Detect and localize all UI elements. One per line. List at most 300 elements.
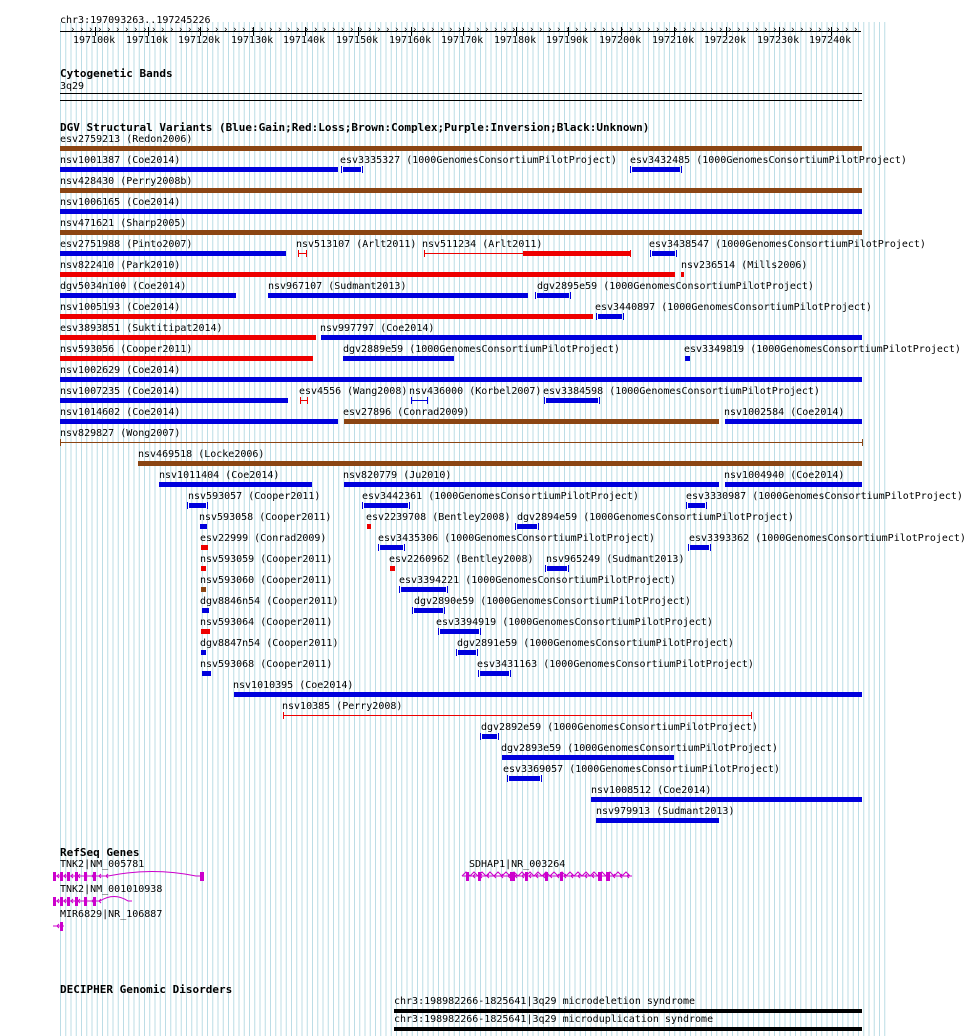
ruler-tick-label: 197130k (231, 35, 274, 46)
refseq-exon (93, 897, 96, 906)
ruler-direction-mark: › (160, 25, 166, 35)
dgv-variant-end-tick (599, 397, 600, 404)
dgv-variant-bar[interactable] (632, 167, 680, 172)
dgv-variant-bar[interactable] (344, 482, 719, 487)
dgv-variant-bar[interactable] (60, 230, 862, 235)
dgv-variant-end-tick (477, 649, 478, 656)
ruler-direction-mark: › (124, 25, 130, 35)
ruler-direction-mark: › (115, 25, 121, 35)
dgv-variant-label[interactable]: dgv2893e59 (1000GenomesConsortiumPilotProject) (501, 743, 778, 754)
dgv-variant-bar[interactable] (598, 314, 622, 319)
ruler-direction-mark: › (97, 25, 103, 35)
dgv-variant-label[interactable]: esv3431163 (1000GenomesConsortiumPilotProject) (477, 659, 754, 670)
dgv-variant-bar[interactable] (201, 566, 206, 571)
refseq-exon (60, 897, 63, 906)
ruler-direction-mark: › (277, 25, 283, 35)
dgv-variant-label[interactable]: nsv593058 (Cooper2011) (199, 512, 332, 523)
dgv-variant-end-tick (307, 397, 308, 404)
ruler-direction-mark: › (754, 25, 760, 35)
dgv-variant-bar[interactable] (414, 608, 443, 613)
ruler-direction-mark: › (835, 25, 841, 35)
dgv-variant-bar[interactable] (390, 566, 395, 571)
ruler-direction-mark: › (619, 25, 625, 35)
dgv-variant-end-tick (686, 502, 687, 509)
ruler-direction-mark: › (781, 25, 787, 35)
dgv-variant-label[interactable]: esv3384598 (1000GenomesConsortiumPilotProject) (543, 386, 820, 397)
refseq-gene-model[interactable] (0, 918, 890, 938)
ruler-tick-label: 197230k (757, 35, 800, 46)
dgv-variant-end-tick (480, 733, 481, 740)
dgv-variant-bar[interactable] (60, 188, 862, 193)
ruler-direction-mark: › (574, 25, 580, 35)
ruler-direction-mark: › (385, 25, 391, 35)
ruler-direction-mark: › (682, 25, 688, 35)
dgv-variant-label[interactable]: nsv436000 (Korbel2007) (409, 386, 542, 397)
dgv-variant-bar[interactable] (60, 314, 593, 319)
dgv-variant-bar[interactable] (681, 272, 684, 277)
ruler-direction-mark: › (592, 25, 598, 35)
cytoband-line-bottom (60, 100, 862, 101)
dgv-variant-label[interactable]: nsv822410 (Park2010) (60, 260, 181, 271)
dgv-variant-end-tick (623, 313, 624, 320)
dgv-variant-bar[interactable] (685, 356, 690, 361)
dgv-variant-end-tick (596, 313, 597, 320)
refseq-gene-label[interactable]: TNK2|NM_001010938 (60, 884, 163, 895)
dgv-variant-bar[interactable] (380, 545, 403, 550)
ruler-direction-mark: › (772, 25, 778, 35)
dgv-variant-line[interactable] (60, 442, 862, 443)
dgv-variant-bar[interactable] (60, 335, 316, 340)
ruler-direction-mark: › (502, 25, 508, 35)
ruler-tick-label: 197110k (126, 35, 169, 46)
refseq-exon (84, 897, 87, 906)
dgv-variant-label[interactable]: nsv1002629 (Coe2014) (60, 365, 181, 376)
ruler-direction-mark: › (529, 25, 535, 35)
dgv-variant-end-tick (681, 166, 682, 173)
decipher-entry-label[interactable]: chr3:198982266-1825641|3q29 microduplication syndrome (394, 1014, 714, 1025)
dgv-variant-bar[interactable] (367, 524, 371, 529)
dgv-variant-label[interactable]: nsv1007235 (Coe2014) (60, 386, 181, 397)
dgv-variant-bar[interactable] (690, 545, 709, 550)
refseq-track-title[interactable]: RefSeq Genes (60, 846, 140, 859)
dgv-variant-label[interactable]: esv2239708 (Bentley2008) (366, 512, 511, 523)
dgv-variant-label[interactable]: esv3394221 (1000GenomesConsortiumPilotProject) (399, 575, 676, 586)
decipher-entry-label[interactable]: chr3:198982266-1825641|3q29 microdeletion syndrome (394, 996, 696, 1007)
dgv-variant-bar[interactable] (60, 251, 286, 256)
dgv-variant-label[interactable]: nsv979913 (Sudmant2013) (596, 806, 735, 817)
dgv-variant-label[interactable]: esv22999 (Conrad2009) (200, 533, 327, 544)
dgv-variant-bar[interactable] (482, 734, 497, 739)
ruler-direction-mark: › (376, 25, 382, 35)
dgv-variant-bar[interactable] (159, 482, 312, 487)
dgv-variant-end-tick (283, 712, 284, 719)
dgv-variant-label[interactable]: dgv2892e59 (1000GenomesConsortiumPilotProject) (481, 722, 758, 733)
cytoband-track-title[interactable]: Cytogenetic Bands (60, 67, 173, 80)
dgv-variant-end-tick (630, 250, 631, 257)
dgv-variant-label[interactable]: esv2751988 (Pinto2007) (60, 239, 193, 250)
dgv-variant-label[interactable]: nsv1005193 (Coe2014) (60, 302, 181, 313)
dgv-variant-label[interactable]: nsv593057 (Cooper2011) (188, 491, 321, 502)
dgv-variant-bar[interactable] (343, 356, 454, 361)
dgv-variant-bar[interactable] (523, 251, 630, 256)
ruler-direction-mark: › (628, 25, 634, 35)
ruler-direction-mark: › (205, 25, 211, 35)
ruler-direction-mark: › (610, 25, 616, 35)
ruler-direction-mark: › (511, 25, 517, 35)
dgv-variant-label[interactable]: nsv471621 (Sharp2005) (60, 218, 187, 229)
dgv-variant-label[interactable]: dgv2889e59 (1000GenomesConsortiumPilotProject) (343, 344, 620, 355)
dgv-variant-label[interactable]: nsv1001387 (Coe2014) (60, 155, 181, 166)
ruler-direction-mark: › (250, 25, 256, 35)
decipher-entry-bar[interactable] (394, 1009, 862, 1013)
dgv-variant-bar[interactable] (725, 482, 862, 487)
dgv-variant-bar[interactable] (60, 398, 288, 403)
refseq-exon (545, 872, 548, 881)
dgv-variant-label[interactable]: esv3335327 (1000GenomesConsortiumPilotProject) (340, 155, 617, 166)
ruler-direction-mark: › (817, 25, 823, 35)
ruler-position: chr3:197093263..197245226 (60, 15, 211, 26)
ruler-direction-mark: › (790, 25, 796, 35)
dgv-variant-label[interactable]: nsv829827 (Wong2007) (60, 428, 181, 439)
dgv-variant-label[interactable]: nsv428430 (Perry2008b) (60, 176, 193, 187)
ruler-direction-mark: › (673, 25, 679, 35)
dgv-variant-bar[interactable] (60, 419, 338, 424)
dgv-variant-end-tick (568, 565, 569, 572)
dgv-variant-end-tick (535, 292, 536, 299)
dgv-variant-label[interactable]: nsv593056 (Cooper2011) (60, 344, 193, 355)
ruler-direction-mark: › (556, 25, 562, 35)
dgv-variant-end-tick (447, 586, 448, 593)
dgv-variant-label[interactable]: nsv997797 (Coe2014) (320, 323, 435, 334)
refseq-exon (510, 872, 515, 881)
ruler-tick-label: 197190k (546, 35, 589, 46)
dgv-variant-end-tick (444, 607, 445, 614)
dgv-variant-end-tick (498, 733, 499, 740)
dgv-variant-label[interactable]: nsv1008512 (Coe2014) (591, 785, 712, 796)
ruler-direction-mark: › (367, 25, 373, 35)
ruler-direction-mark: › (313, 25, 319, 35)
dgv-variant-end-tick (515, 523, 516, 530)
dgv-variant-bar[interactable] (202, 671, 211, 676)
ruler-direction-mark: › (718, 25, 724, 35)
dgv-variant-label[interactable]: esv3393362 (1000GenomesConsortiumPilotProject) (689, 533, 966, 544)
ruler-direction-mark: › (268, 25, 274, 35)
dgv-variant-bar[interactable] (201, 545, 208, 550)
dgv-variant-end-tick (412, 607, 413, 614)
refseq-exon (606, 872, 610, 881)
dgv-variant-label[interactable]: esv3369057 (1000GenomesConsortiumPilotProject) (503, 764, 780, 775)
ruler-tick-label: 197150k (336, 35, 379, 46)
cytoband-line-top (60, 93, 862, 94)
dgv-variant-bar[interactable] (546, 398, 598, 403)
ruler-direction-mark: › (304, 25, 310, 35)
dgv-variant-label[interactable]: dgv2891e59 (1000GenomesConsortiumPilotProject) (457, 638, 734, 649)
dgv-variant-bar[interactable] (591, 797, 862, 802)
dgv-variant-bar[interactable] (234, 692, 862, 697)
dgv-variant-end-tick (706, 502, 707, 509)
ruler-direction-mark: › (142, 25, 148, 35)
ruler-direction-mark: › (484, 25, 490, 35)
dgv-variant-label[interactable]: esv3438547 (1000GenomesConsortiumPilotProject) (649, 239, 926, 250)
dgv-variant-end-tick (570, 292, 571, 299)
dgv-variant-end-tick (409, 502, 410, 509)
dgv-variant-end-tick (751, 712, 752, 719)
refseq-exon (53, 897, 56, 906)
dgv-variant-label[interactable]: nsv469518 (Locke2006) (138, 449, 265, 460)
ruler-direction-mark: › (394, 25, 400, 35)
dgv-variant-end-tick (510, 670, 511, 677)
ruler-direction-mark: › (412, 25, 418, 35)
ruler-direction-mark: › (583, 25, 589, 35)
dgv-variant-bar[interactable] (537, 293, 569, 298)
dgv-variant-end-tick (630, 166, 631, 173)
cytoband-label: 3q29 (60, 81, 85, 92)
ruler-direction-mark: › (178, 25, 184, 35)
dgv-variant-label[interactable]: dgv2895e59 (1000GenomesConsortiumPilotProject) (537, 281, 814, 292)
dgv-variant-label[interactable]: nsv1006165 (Coe2014) (60, 197, 181, 208)
ruler-direction-mark: › (151, 25, 157, 35)
refseq-exon (60, 922, 63, 931)
dgv-variant-end-tick (710, 544, 711, 551)
dgv-variant-end-tick (399, 586, 400, 593)
dgv-variant-bar[interactable] (60, 167, 338, 172)
dgv-variant-bar[interactable] (201, 629, 210, 634)
dgv-variant-bar[interactable] (60, 377, 862, 382)
dgv-variant-label[interactable]: nsv1010395 (Coe2014) (233, 680, 354, 691)
ruler-direction-mark: › (187, 25, 193, 35)
ruler-tick-label: 197120k (178, 35, 221, 46)
dgv-variant-bar[interactable] (364, 503, 408, 508)
ruler-direction-mark: › (430, 25, 436, 35)
dgv-variant-label[interactable]: nsv236514 (Mills2006) (681, 260, 808, 271)
ruler-tick-label: 197210k (652, 35, 695, 46)
refseq-exon (466, 872, 469, 881)
dgv-variant-label[interactable]: esv3435306 (1000GenomesConsortiumPilotProject) (378, 533, 655, 544)
ruler-direction-mark: › (826, 25, 832, 35)
dgv-variant-end-tick (187, 502, 188, 509)
dgv-variant-bar[interactable] (200, 524, 207, 529)
ruler-direction-mark: › (259, 25, 265, 35)
refseq-gene-label[interactable]: TNK2|NM_005781 (60, 859, 145, 870)
ruler-direction-mark: › (844, 25, 850, 35)
dgv-variant-bar[interactable] (688, 503, 705, 508)
dgv-variant-label[interactable]: nsv593068 (Cooper2011) (200, 659, 333, 670)
dgv-variant-bar[interactable] (321, 335, 862, 340)
ruler-direction-mark: › (799, 25, 805, 35)
dgv-variant-end-tick (411, 397, 412, 404)
dgv-variant-line[interactable] (283, 715, 751, 716)
dgv-variant-bar[interactable] (60, 209, 862, 214)
dgv-variant-label[interactable]: nsv513107 (Arlt2011) (296, 239, 417, 250)
ruler-direction-mark: › (565, 25, 571, 35)
ruler-direction-mark: › (88, 25, 94, 35)
dgv-variant-end-tick (478, 670, 479, 677)
dgv-variant-end-tick (544, 397, 545, 404)
ruler-direction-mark: › (520, 25, 526, 35)
ruler-tick-label: 197170k (441, 35, 484, 46)
ruler-direction-mark: › (493, 25, 499, 35)
ruler-direction-mark: › (286, 25, 292, 35)
dgv-variant-bar[interactable] (189, 503, 206, 508)
dgv-variant-label[interactable]: esv3394919 (1000GenomesConsortiumPilotProject) (436, 617, 713, 628)
dgv-variant-end-tick (341, 166, 342, 173)
ruler-direction-mark: › (223, 25, 229, 35)
refseq-exon (75, 897, 78, 906)
ruler-tick-label: 197240k (809, 35, 852, 46)
dgv-variant-bar[interactable] (344, 419, 719, 424)
dgv-variant-label[interactable]: dgv5034n100 (Coe2014) (60, 281, 187, 292)
dgv-variant-label[interactable]: esv3349819 (1000GenomesConsortiumPilotProject) (684, 344, 961, 355)
dgv-variant-bar[interactable] (60, 356, 313, 361)
ruler-direction-mark: › (736, 25, 742, 35)
dgv-variant-end-tick (480, 628, 481, 635)
ruler-direction-mark: › (601, 25, 607, 35)
dgv-variant-label[interactable]: nsv967107 (Sudmant2013) (268, 281, 407, 292)
dgv-variant-end-tick (438, 628, 439, 635)
dgv-variant-end-tick (541, 775, 542, 782)
dgv-variant-bar[interactable] (268, 293, 528, 298)
decipher-track-title[interactable]: DECIPHER Genomic Disorders (60, 983, 233, 996)
dgv-variant-label[interactable]: esv3442361 (1000GenomesConsortiumPilotProject) (362, 491, 639, 502)
dgv-variant-bar[interactable] (480, 671, 509, 676)
dgv-variant-end-tick (362, 502, 363, 509)
ruler-direction-mark: › (331, 25, 337, 35)
dgv-variant-label[interactable]: nsv1004940 (Coe2014) (724, 470, 845, 481)
dgv-variant-line[interactable] (298, 253, 306, 254)
dgv-variant-label[interactable]: esv3440897 (1000GenomesConsortiumPilotProject) (595, 302, 872, 313)
ruler-tick-label: 197100k (73, 35, 116, 46)
dgv-variant-end-tick (545, 565, 546, 572)
dgv-variant-label[interactable]: dgv2894e59 (1000GenomesConsortiumPilotProject) (517, 512, 794, 523)
ruler-direction-mark: › (727, 25, 733, 35)
ruler-direction-mark: › (295, 25, 301, 35)
dgv-variant-end-tick (378, 544, 379, 551)
refseq-gene-label[interactable]: MIR6829|NR_106887 (60, 909, 163, 920)
dgv-variant-bar[interactable] (401, 587, 446, 592)
dgv-variant-label[interactable]: nsv1002584 (Coe2014) (724, 407, 845, 418)
dgv-variant-bar[interactable] (138, 461, 862, 466)
ruler-direction-mark: › (466, 25, 472, 35)
dgv-variant-bar[interactable] (547, 566, 567, 571)
ruler-direction-mark: › (439, 25, 445, 35)
dgv-variant-label[interactable]: esv3330987 (1000GenomesConsortiumPilotProject) (686, 491, 963, 502)
ruler-direction-mark: › (340, 25, 346, 35)
dgv-variant-label[interactable]: nsv1011404 (Coe2014) (159, 470, 280, 481)
dgv-variant-label[interactable]: esv27896 (Conrad2009) (343, 407, 470, 418)
dgv-variant-label[interactable]: nsv593059 (Cooper2011) (200, 554, 333, 565)
ruler-tick-label: 197140k (283, 35, 326, 46)
dgv-variant-label[interactable]: dgv8847n54 (Cooper2011) (200, 638, 339, 649)
dgv-variant-bar[interactable] (60, 146, 862, 151)
dgv-variant-bar[interactable] (201, 650, 206, 655)
ruler-direction-mark: › (106, 25, 112, 35)
ruler-direction-mark: › (421, 25, 427, 35)
ruler-direction-mark: › (664, 25, 670, 35)
ruler-direction-mark: › (322, 25, 328, 35)
dgv-variant-end-tick (862, 439, 863, 446)
ruler-direction-mark: › (475, 25, 481, 35)
dgv-variant-end-tick (507, 775, 508, 782)
refseq-exon (67, 897, 70, 906)
dgv-variant-end-tick (688, 544, 689, 551)
dgv-variant-label[interactable]: esv2260962 (Bentley2008) (389, 554, 534, 565)
dgv-variant-bar[interactable] (652, 251, 675, 256)
dgv-variant-bar[interactable] (509, 776, 540, 781)
refseq-exon (598, 872, 602, 881)
dgv-variant-end-tick (650, 250, 651, 257)
ruler-direction-mark: › (646, 25, 652, 35)
dgv-track-title[interactable]: DGV Structural Variants (Blue:Gain;Red:Loss;Brown:Complex;Purple:Inversion;Black:Unknown) (60, 121, 650, 134)
refseq-gene-label[interactable]: SDHAP1|NR_003264 (469, 859, 566, 870)
dgv-variant-bar[interactable] (596, 818, 719, 823)
ruler-direction-mark: › (70, 25, 76, 35)
ruler-direction-mark: › (358, 25, 364, 35)
dgv-variant-end-tick (298, 250, 299, 257)
ruler-direction-mark: › (763, 25, 769, 35)
dgv-variant-end-tick (207, 502, 208, 509)
dgv-variant-label[interactable]: nsv965249 (Sudmant2013) (546, 554, 685, 565)
ruler-direction-mark: › (709, 25, 715, 35)
ruler-direction-mark: › (691, 25, 697, 35)
ruler-direction-mark: › (214, 25, 220, 35)
dgv-variant-end-tick (404, 544, 405, 551)
dgv-variant-label[interactable]: nsv593060 (Cooper2011) (200, 575, 333, 586)
dgv-variant-bar[interactable] (202, 608, 209, 613)
dgv-variant-line[interactable] (300, 400, 307, 401)
dgv-variant-bar[interactable] (440, 629, 479, 634)
dgv-variant-label[interactable]: nsv820779 (Ju2010) (343, 470, 452, 481)
dgv-variant-label[interactable]: nsv511234 (Arlt2011) (422, 239, 543, 250)
dgv-variant-label[interactable]: esv2759213 (Redon2006) (60, 134, 193, 145)
dgv-variant-label[interactable]: dgv8846n54 (Cooper2011) (200, 596, 339, 607)
dgv-variant-label[interactable]: nsv593064 (Cooper2011) (200, 617, 333, 628)
ruler-direction-mark: › (232, 25, 238, 35)
dgv-variant-end-tick (60, 439, 61, 446)
ruler-direction-mark: › (196, 25, 202, 35)
dgv-variant-bar[interactable] (725, 419, 862, 424)
refseq-gene-model[interactable] (0, 868, 890, 888)
dgv-variant-end-tick (538, 523, 539, 530)
dgv-variant-bar[interactable] (60, 272, 675, 277)
dgv-variant-end-tick (306, 250, 307, 257)
dgv-variant-bar[interactable] (343, 167, 361, 172)
dgv-variant-bar[interactable] (60, 293, 236, 298)
ruler-direction-mark: › (538, 25, 544, 35)
dgv-variant-end-tick (427, 397, 428, 404)
dgv-variant-label[interactable]: esv4556 (Wang2008) (299, 386, 408, 397)
ruler-direction-mark: › (808, 25, 814, 35)
ruler-direction-mark: › (457, 25, 463, 35)
ruler-direction-mark: › (637, 25, 643, 35)
ruler-direction-mark: › (79, 25, 85, 35)
dgv-variant-label[interactable]: esv3893851 (Suktitipat2014) (60, 323, 223, 334)
dgv-variant-label[interactable]: dgv2890e59 (1000GenomesConsortiumPilotProject) (414, 596, 691, 607)
dgv-variant-label[interactable]: nsv1014602 (Coe2014) (60, 407, 181, 418)
ruler-direction-mark: › (133, 25, 139, 35)
dgv-variant-label[interactable]: esv3432485 (1000GenomesConsortiumPilotProject) (630, 155, 907, 166)
decipher-entry-bar[interactable] (394, 1027, 862, 1031)
dgv-variant-line[interactable] (411, 400, 427, 401)
dgv-variant-bar[interactable] (201, 587, 206, 592)
refseq-exon (560, 872, 563, 881)
ruler-direction-mark: › (241, 25, 247, 35)
ruler-direction-mark: › (655, 25, 661, 35)
dgv-variant-bar[interactable] (517, 524, 537, 529)
refseq-exon (525, 872, 528, 881)
dgv-variant-bar[interactable] (458, 650, 476, 655)
dgv-variant-bar[interactable] (502, 755, 674, 760)
dgv-variant-label[interactable]: nsv10385 (Perry2008) (282, 701, 403, 712)
